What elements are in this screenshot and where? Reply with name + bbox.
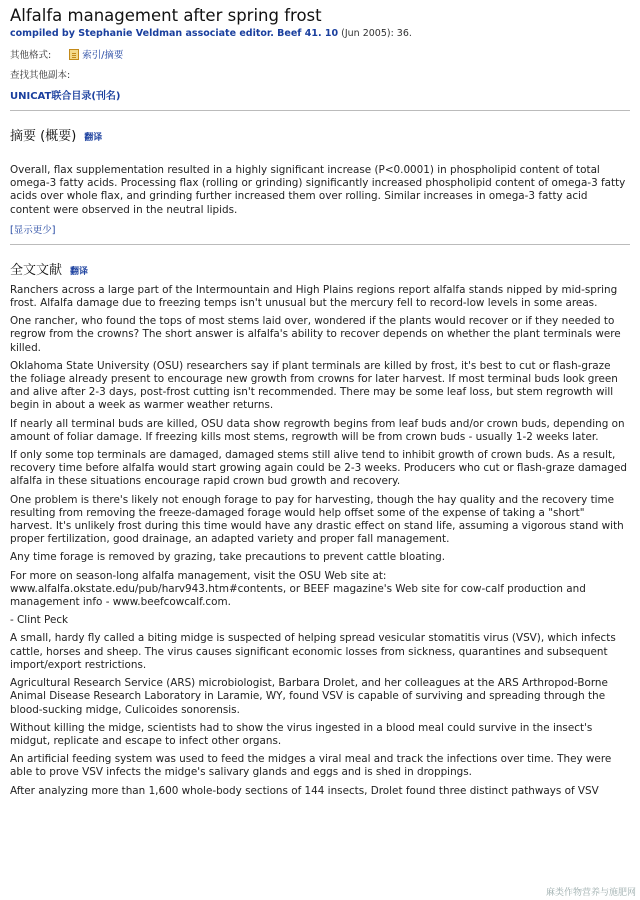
- fulltext-paragraph: For more on season-long alfalfa management, visit the OSU Web site at: www.alfalfa.okstate.edu/pub/harv943.htm#contents, or BEEF magazine's Web site for cow-calf production and management info - www.beefcowcalf.com.: [10, 569, 586, 609]
- find-copy-row: [10, 67, 630, 81]
- fulltext-paragraph: If only some top terminals are damaged, damaged stems still alive tend to inhibit growth of crown buds. As a result, recovery time before alfalfa would start growing again could be 2-3 weeks. Producers who cut or flash-graze damaged alfalfa in these situations encourage rapid crown bud growth and recovery.: [10, 449, 628, 488]
- fulltext-paragraph: An artificial feeding system was used to feed the midges a viral meal and track the infections over time. They were able to prove VSV infects the midge's salivary glands and eggs and is shed in droppings.: [10, 753, 612, 779]
- document-icon: [69, 49, 79, 60]
- citation-line: [10, 28, 630, 39]
- fulltext-heading-text: 全文文献: [10, 262, 63, 278]
- abstract-index-link[interactable]: [69, 47, 123, 61]
- abstract-index-link-label: 索引/摘要: [82, 50, 124, 61]
- article-title: Alfalfa management after spring frost: [10, 6, 322, 25]
- other-formats-label: 其他格式:: [10, 50, 52, 61]
- fulltext-paragraph: Oklahoma State University (OSU) researchers say if plant terminals are killed by frost, it's best to cut or flash-graze the foliage already present to encourage new growth from crowns for later harvest. If most terminal buds look green and alive after 2-3 days, post-frost cutting isn't recommended. There may be some leaf loss, but stem regrowth will begin in about a week as warmer weather returns.: [10, 359, 618, 412]
- abstract-heading-text: 摘要 (概要): [10, 129, 77, 144]
- divider: [10, 244, 630, 245]
- fulltext-paragraph: Any time forage is removed by grazing, take precautions to prevent cattle bloating.: [10, 551, 446, 564]
- fulltext-paragraph: Ranchers across a large part of the Intermountain and High Plains regions report alfalfa stands nipped by mid-spring frost. Alfalfa damage due to freezing temps isn't unusual but the mercury fell to record-low levels in some areas.: [10, 283, 618, 310]
- fulltext-paragraph: Without killing the midge, scientists had to show the virus ingested in a blood meal could survive in the insect's midgut, replicate and escape to infect other organs.: [10, 721, 593, 747]
- abstract-heading: [10, 125, 630, 144]
- fulltext-translate-link[interactable]: 翻译: [70, 266, 89, 277]
- fulltext-paragraph: One problem is there's likely not enough forage to pay for harvesting, though the hay quality and the recovery time resulting from removing the freeze-damaged forage would help offset some of the expense of taking a "short" harvest. It's unlikely frost during this time would have any drastic effect on stand life, assuming a vigorous stand with proper fertilization, good drainage, an adapted variety and proper fall management.: [10, 493, 624, 546]
- citation-link[interactable]: compiled by Stephanie Veldman associate editor. Beef 41. 10: [10, 28, 339, 39]
- show-less-link[interactable]: [显示更少]: [10, 224, 56, 236]
- fulltext-heading: [10, 259, 630, 278]
- fulltext-paragraph: A small, hardy fly called a biting midge is suspected of helping spread vesicular stomatitis virus (VSV), which infects cattle, horses and sheep. The virus causes significant economic losses from sickness, quarantines and subsequent import/export restrictions.: [10, 632, 616, 671]
- fulltext-body: [10, 284, 630, 798]
- fulltext-paragraph: Agricultural Research Service (ARS) microbiologist, Barbara Drolet, and her colleagues at the ARS Arthropod-Borne Animal Disease Research Laboratory in Laramie, WY, found VSV is capable of surviving and spreading through the blood-sucking midge, Culicoides sonorensis.: [10, 677, 608, 716]
- citation-date: (Jun 2005): 36.: [341, 28, 412, 39]
- find-copy-label: 查找其他副本:: [10, 70, 71, 81]
- site-watermark: 麻类作物营养与施肥网: [545, 888, 636, 898]
- fulltext-paragraph: After analyzing more than 1,600 whole-body sections of 144 insects, Drolet found three distinct pathways of VSV: [10, 784, 599, 797]
- author-signoff: - Clint Peck: [10, 614, 69, 627]
- fulltext-paragraph: If nearly all terminal buds are killed, OSU data show regrowth begins from leaf buds and/or crown buds, depending on amount of foliar damage. If freezing kills most stems, regrowth will be from crown buds - usually 1-2 weeks later.: [10, 417, 625, 443]
- unicat-link[interactable]: UNICAT联合目录(刊名): [10, 91, 121, 102]
- divider: [10, 110, 630, 111]
- abstract-translate-link[interactable]: 翻译: [84, 133, 103, 143]
- abstract-text: Overall, flax supplementation resulted in a highly significant increase (P<0.0001) in phospholipid content of total omega-3 fatty acids. Processing flax (rolling or grinding) significantly increased phospholipid content of omega-3 fatty acids over whole flax, and grinding further increased them over rolling. Similar increases in omega-3 fatty acid content were observed in the neutral lipids.: [10, 164, 626, 216]
- other-formats-row: [10, 47, 630, 61]
- fulltext-paragraph: One rancher, who found the tops of most stems laid over, wondered if the plants would recover or if they needed to regrow from the crowns? The short answer is alfalfa's ability to recover depends on whether the plant terminals were killed.: [10, 315, 621, 354]
